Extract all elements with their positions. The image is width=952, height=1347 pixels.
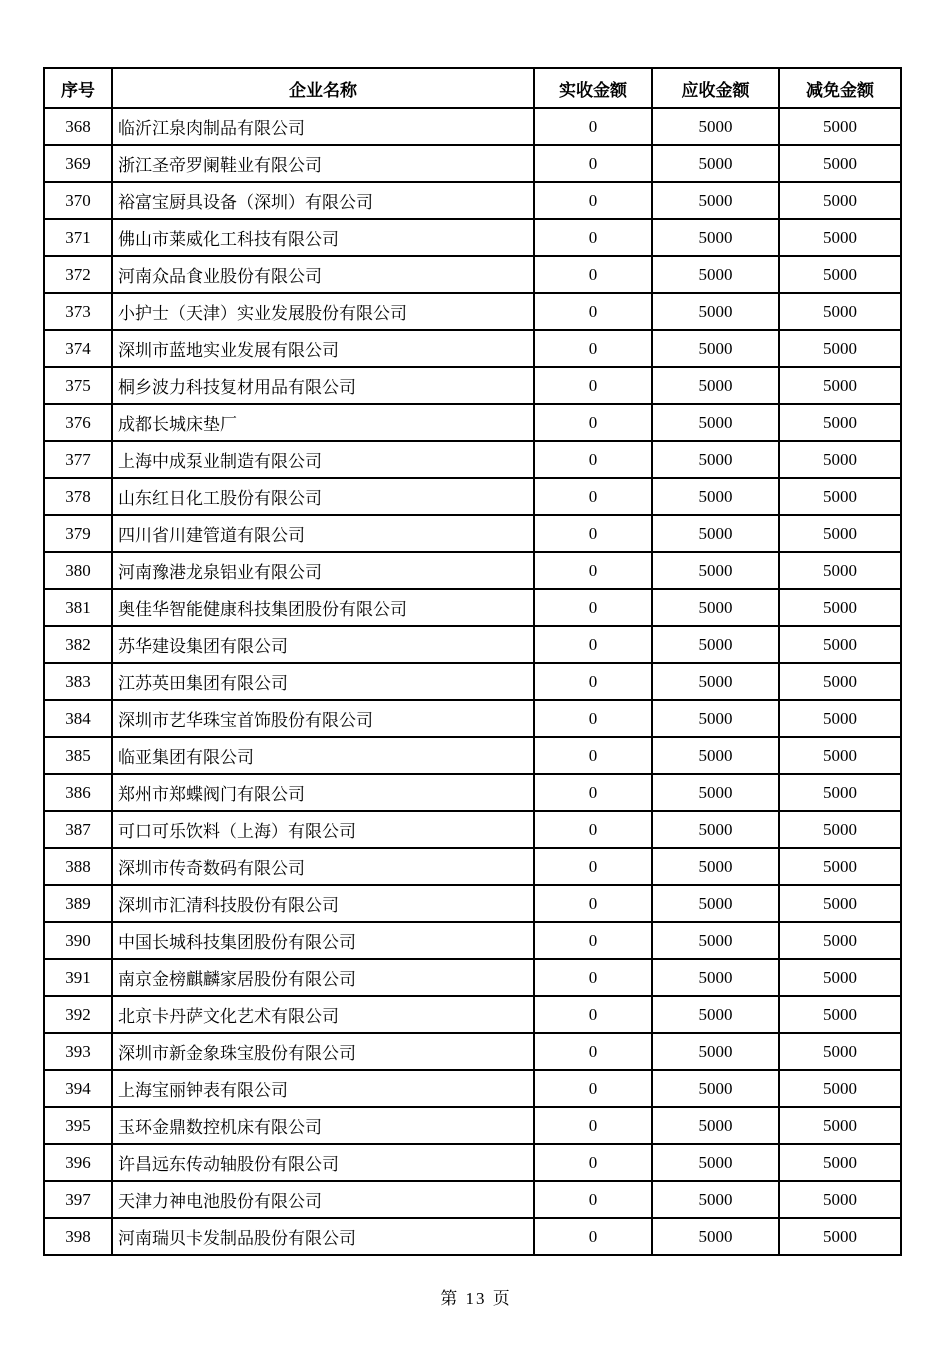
table-row <box>44 145 901 182</box>
cell-received-amount: 0 <box>534 404 652 441</box>
cell-serial-number: 384 <box>44 700 112 737</box>
table-row <box>44 1107 901 1144</box>
cell-serial-number: 387 <box>44 811 112 848</box>
cell-received-amount: 0 <box>534 330 652 367</box>
table-row <box>44 885 901 922</box>
cell-reduction-amount: 5000 <box>779 1181 901 1218</box>
cell-receivable-amount: 5000 <box>652 737 779 774</box>
table-row <box>44 811 901 848</box>
table-row <box>44 219 901 256</box>
cell-company-name: 深圳市汇清科技股份有限公司 <box>112 885 534 922</box>
cell-company-name: 深圳市新金象珠宝股份有限公司 <box>112 1033 534 1070</box>
cell-received-amount: 0 <box>534 737 652 774</box>
table-row <box>44 108 901 145</box>
cell-received-amount: 0 <box>534 1181 652 1218</box>
header-received-amount: 实收金额 <box>534 68 652 108</box>
cell-company-name: 奥佳华智能健康科技集团股份有限公司 <box>112 589 534 626</box>
cell-receivable-amount: 5000 <box>652 589 779 626</box>
cell-received-amount: 0 <box>534 996 652 1033</box>
cell-received-amount: 0 <box>534 959 652 996</box>
cell-received-amount: 0 <box>534 700 652 737</box>
cell-serial-number: 389 <box>44 885 112 922</box>
cell-reduction-amount: 5000 <box>779 959 901 996</box>
cell-company-name: 天津力神电池股份有限公司 <box>112 1181 534 1218</box>
table-row <box>44 404 901 441</box>
cell-company-name: 临沂江泉肉制品有限公司 <box>112 108 534 145</box>
cell-company-name: 成都长城床垫厂 <box>112 404 534 441</box>
cell-received-amount: 0 <box>534 441 652 478</box>
cell-receivable-amount: 5000 <box>652 700 779 737</box>
cell-company-name: 江苏英田集团有限公司 <box>112 663 534 700</box>
cell-reduction-amount: 5000 <box>779 663 901 700</box>
cell-received-amount: 0 <box>534 219 652 256</box>
cell-receivable-amount: 5000 <box>652 441 779 478</box>
table-row <box>44 182 901 219</box>
cell-receivable-amount: 5000 <box>652 404 779 441</box>
table-body <box>44 108 901 1255</box>
cell-serial-number: 370 <box>44 182 112 219</box>
cell-received-amount: 0 <box>534 293 652 330</box>
cell-company-name: 河南豫港龙泉铝业有限公司 <box>112 552 534 589</box>
cell-reduction-amount: 5000 <box>779 1218 901 1255</box>
cell-received-amount: 0 <box>534 1218 652 1255</box>
cell-serial-number: 377 <box>44 441 112 478</box>
table-row <box>44 441 901 478</box>
cell-company-name: 河南众品食业股份有限公司 <box>112 256 534 293</box>
cell-serial-number: 390 <box>44 922 112 959</box>
cell-serial-number: 382 <box>44 626 112 663</box>
cell-company-name: 四川省川建管道有限公司 <box>112 515 534 552</box>
cell-reduction-amount: 5000 <box>779 256 901 293</box>
cell-serial-number: 369 <box>44 145 112 182</box>
cell-receivable-amount: 5000 <box>652 145 779 182</box>
cell-serial-number: 375 <box>44 367 112 404</box>
cell-received-amount: 0 <box>534 663 652 700</box>
cell-received-amount: 0 <box>534 515 652 552</box>
cell-receivable-amount: 5000 <box>652 478 779 515</box>
cell-receivable-amount: 5000 <box>652 219 779 256</box>
table-row <box>44 552 901 589</box>
cell-receivable-amount: 5000 <box>652 1181 779 1218</box>
table-row <box>44 367 901 404</box>
cell-receivable-amount: 5000 <box>652 1144 779 1181</box>
table-row <box>44 774 901 811</box>
cell-received-amount: 0 <box>534 256 652 293</box>
table-row <box>44 256 901 293</box>
cell-serial-number: 392 <box>44 996 112 1033</box>
cell-receivable-amount: 5000 <box>652 552 779 589</box>
cell-receivable-amount: 5000 <box>652 330 779 367</box>
cell-received-amount: 0 <box>534 626 652 663</box>
cell-serial-number: 398 <box>44 1218 112 1255</box>
cell-reduction-amount: 5000 <box>779 774 901 811</box>
cell-receivable-amount: 5000 <box>652 293 779 330</box>
cell-company-name: 小护士（天津）实业发展股份有限公司 <box>112 293 534 330</box>
cell-serial-number: 397 <box>44 1181 112 1218</box>
table-row <box>44 478 901 515</box>
cell-company-name: 裕富宝厨具设备（深圳）有限公司 <box>112 182 534 219</box>
cell-reduction-amount: 5000 <box>779 182 901 219</box>
table-row <box>44 626 901 663</box>
cell-company-name: 深圳市蓝地实业发展有限公司 <box>112 330 534 367</box>
cell-reduction-amount: 5000 <box>779 1070 901 1107</box>
cell-receivable-amount: 5000 <box>652 1033 779 1070</box>
cell-receivable-amount: 5000 <box>652 108 779 145</box>
cell-serial-number: 368 <box>44 108 112 145</box>
cell-reduction-amount: 5000 <box>779 1144 901 1181</box>
cell-receivable-amount: 5000 <box>652 996 779 1033</box>
cell-company-name: 可口可乐饮料（上海）有限公司 <box>112 811 534 848</box>
cell-company-name: 玉环金鼎数控机床有限公司 <box>112 1107 534 1144</box>
cell-receivable-amount: 5000 <box>652 515 779 552</box>
cell-reduction-amount: 5000 <box>779 1033 901 1070</box>
table-row <box>44 330 901 367</box>
header-receivable-amount: 应收金额 <box>652 68 779 108</box>
cell-receivable-amount: 5000 <box>652 1070 779 1107</box>
cell-reduction-amount: 5000 <box>779 626 901 663</box>
cell-serial-number: 381 <box>44 589 112 626</box>
cell-reduction-amount: 5000 <box>779 885 901 922</box>
cell-company-name: 佛山市莱威化工科技有限公司 <box>112 219 534 256</box>
cell-reduction-amount: 5000 <box>779 552 901 589</box>
cell-receivable-amount: 5000 <box>652 922 779 959</box>
cell-serial-number: 380 <box>44 552 112 589</box>
cell-reduction-amount: 5000 <box>779 515 901 552</box>
cell-receivable-amount: 5000 <box>652 182 779 219</box>
cell-reduction-amount: 5000 <box>779 108 901 145</box>
cell-received-amount: 0 <box>534 589 652 626</box>
cell-reduction-amount: 5000 <box>779 293 901 330</box>
table-row <box>44 737 901 774</box>
cell-company-name: 南京金榜麒麟家居股份有限公司 <box>112 959 534 996</box>
cell-reduction-amount: 5000 <box>779 145 901 182</box>
cell-reduction-amount: 5000 <box>779 330 901 367</box>
cell-reduction-amount: 5000 <box>779 589 901 626</box>
header-reduction-amount: 减免金额 <box>779 68 901 108</box>
cell-company-name: 北京卡丹萨文化艺术有限公司 <box>112 996 534 1033</box>
cell-company-name: 许昌远东传动轴股份有限公司 <box>112 1144 534 1181</box>
table-row <box>44 1070 901 1107</box>
header-serial-number: 序号 <box>44 68 112 108</box>
cell-serial-number: 372 <box>44 256 112 293</box>
cell-company-name: 郑州市郑蝶阀门有限公司 <box>112 774 534 811</box>
cell-serial-number: 373 <box>44 293 112 330</box>
cell-serial-number: 383 <box>44 663 112 700</box>
cell-company-name: 临亚集团有限公司 <box>112 737 534 774</box>
table-row <box>44 589 901 626</box>
cell-reduction-amount: 5000 <box>779 219 901 256</box>
cell-received-amount: 0 <box>534 108 652 145</box>
cell-company-name: 苏华建设集团有限公司 <box>112 626 534 663</box>
cell-company-name: 中国长城科技集团股份有限公司 <box>112 922 534 959</box>
cell-receivable-amount: 5000 <box>652 367 779 404</box>
cell-receivable-amount: 5000 <box>652 885 779 922</box>
cell-received-amount: 0 <box>534 1144 652 1181</box>
cell-reduction-amount: 5000 <box>779 996 901 1033</box>
cell-serial-number: 385 <box>44 737 112 774</box>
cell-serial-number: 393 <box>44 1033 112 1070</box>
table-header <box>44 68 901 108</box>
cell-company-name: 浙江圣帝罗阑鞋业有限公司 <box>112 145 534 182</box>
cell-serial-number: 394 <box>44 1070 112 1107</box>
cell-receivable-amount: 5000 <box>652 626 779 663</box>
cell-reduction-amount: 5000 <box>779 811 901 848</box>
table-row <box>44 700 901 737</box>
cell-received-amount: 0 <box>534 145 652 182</box>
cell-company-name: 桐乡波力科技复材用品有限公司 <box>112 367 534 404</box>
table-row <box>44 959 901 996</box>
cell-reduction-amount: 5000 <box>779 737 901 774</box>
cell-received-amount: 0 <box>534 811 652 848</box>
cell-company-name: 上海中成泵业制造有限公司 <box>112 441 534 478</box>
cell-receivable-amount: 5000 <box>652 848 779 885</box>
table-row <box>44 922 901 959</box>
cell-serial-number: 371 <box>44 219 112 256</box>
cell-receivable-amount: 5000 <box>652 811 779 848</box>
cell-received-amount: 0 <box>534 1033 652 1070</box>
cell-serial-number: 395 <box>44 1107 112 1144</box>
cell-serial-number: 378 <box>44 478 112 515</box>
cell-reduction-amount: 5000 <box>779 922 901 959</box>
cell-serial-number: 374 <box>44 330 112 367</box>
cell-serial-number: 388 <box>44 848 112 885</box>
cell-received-amount: 0 <box>534 552 652 589</box>
table-row <box>44 1181 901 1218</box>
cell-received-amount: 0 <box>534 1107 652 1144</box>
cell-company-name: 深圳市艺华珠宝首饰股份有限公司 <box>112 700 534 737</box>
header-company-name: 企业名称 <box>112 68 534 108</box>
cell-receivable-amount: 5000 <box>652 256 779 293</box>
table-row <box>44 663 901 700</box>
table-row <box>44 1144 901 1181</box>
cell-received-amount: 0 <box>534 478 652 515</box>
cell-received-amount: 0 <box>534 1070 652 1107</box>
table-row <box>44 515 901 552</box>
cell-reduction-amount: 5000 <box>779 441 901 478</box>
cell-receivable-amount: 5000 <box>652 1218 779 1255</box>
cell-receivable-amount: 5000 <box>652 663 779 700</box>
cell-serial-number: 396 <box>44 1144 112 1181</box>
fee-table <box>43 67 902 1256</box>
table-row <box>44 848 901 885</box>
cell-company-name: 河南瑞贝卡发制品股份有限公司 <box>112 1218 534 1255</box>
table-row <box>44 996 901 1033</box>
cell-serial-number: 386 <box>44 774 112 811</box>
cell-receivable-amount: 5000 <box>652 774 779 811</box>
page-number: 第 13 页 <box>440 1289 512 1308</box>
cell-received-amount: 0 <box>534 774 652 811</box>
cell-reduction-amount: 5000 <box>779 1107 901 1144</box>
cell-received-amount: 0 <box>534 182 652 219</box>
cell-serial-number: 376 <box>44 404 112 441</box>
cell-received-amount: 0 <box>534 848 652 885</box>
cell-received-amount: 0 <box>534 367 652 404</box>
cell-company-name: 山东红日化工股份有限公司 <box>112 478 534 515</box>
table-row <box>44 1218 901 1255</box>
cell-reduction-amount: 5000 <box>779 404 901 441</box>
cell-reduction-amount: 5000 <box>779 700 901 737</box>
cell-receivable-amount: 5000 <box>652 959 779 996</box>
cell-serial-number: 379 <box>44 515 112 552</box>
cell-receivable-amount: 5000 <box>652 1107 779 1144</box>
table-row <box>44 293 901 330</box>
cell-received-amount: 0 <box>534 885 652 922</box>
cell-reduction-amount: 5000 <box>779 478 901 515</box>
cell-company-name: 深圳市传奇数码有限公司 <box>112 848 534 885</box>
cell-company-name: 上海宝丽钟表有限公司 <box>112 1070 534 1107</box>
cell-reduction-amount: 5000 <box>779 367 901 404</box>
cell-received-amount: 0 <box>534 922 652 959</box>
cell-reduction-amount: 5000 <box>779 848 901 885</box>
table-row <box>44 1033 901 1070</box>
cell-serial-number: 391 <box>44 959 112 996</box>
